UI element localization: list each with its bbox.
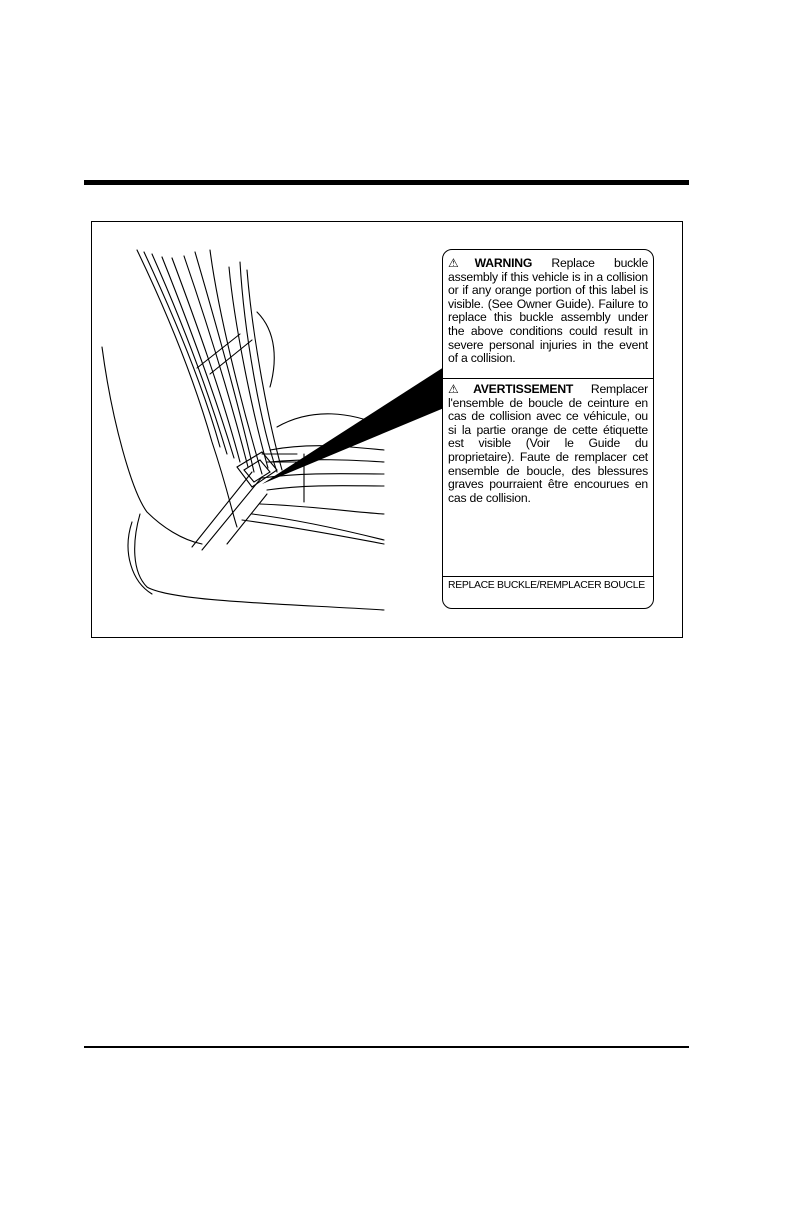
- illustration-frame: [91, 221, 683, 638]
- warning-english-block: [448, 257, 648, 366]
- warning-french-block: [448, 383, 648, 505]
- warning-body: Replace buckle assembly if this vehicle is in a collision or if any orange portion of this label is visible. (See Owner Guide). Failure to replace this buckle assembly under the above conditions could result in severe personal injuries in the event of a collision.: [448, 256, 649, 366]
- warning-heading: WARNING: [474, 256, 533, 270]
- warning-triangle-icon: ⚠: [448, 256, 475, 270]
- warning-label-card: [442, 249, 654, 609]
- label-divider-bottom: [443, 576, 653, 577]
- bottom-rule: [84, 1046, 689, 1048]
- label-footer: REPLACE BUCKLE/REMPLACER BOUCLE: [448, 580, 645, 591]
- label-divider-top: [443, 378, 653, 379]
- avertissement-triangle-icon: ⚠: [448, 382, 474, 396]
- top-rule: [84, 180, 689, 185]
- avertissement-body: Remplacer l'ensemble de boucle de ceinture en cas de collision avec ce véhicule, ou si la partie orange de cette étiquette est visible (Voir le Guide du proprietaire). Faute de remplacer cet ensemble de boucle, des blessures graves pourraient être encourues en cas de collision.: [448, 382, 648, 505]
- avertissement-heading: AVERTISSEMENT: [473, 382, 574, 396]
